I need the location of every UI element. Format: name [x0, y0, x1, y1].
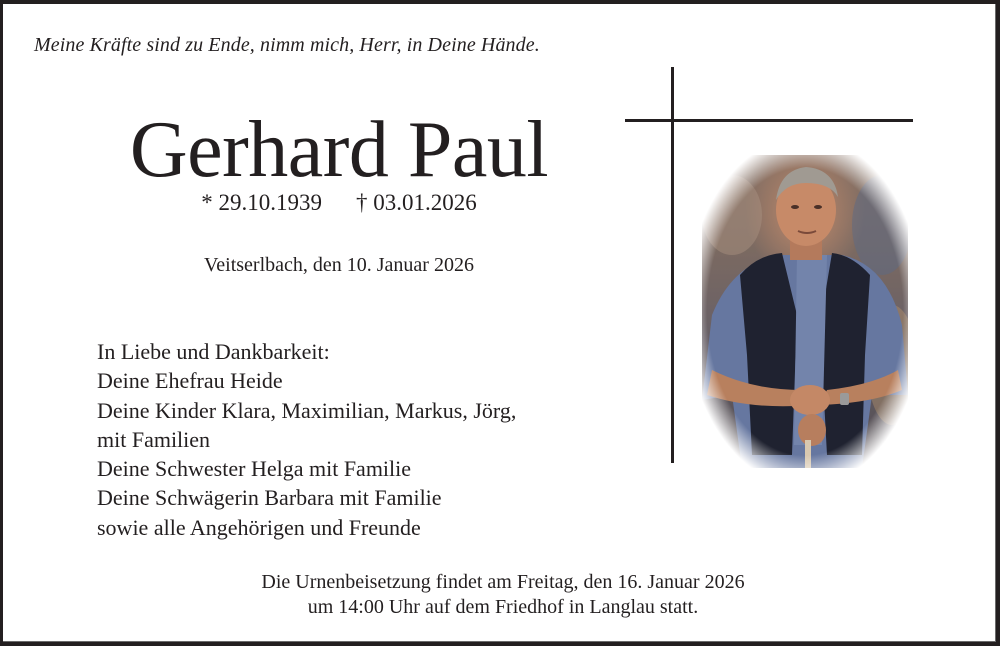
- mourner-line: Deine Kinder Klara, Maximilian, Markus, Jörg,: [97, 397, 517, 423]
- mourner-line: sowie alle Angehörigen und Freunde: [97, 514, 421, 540]
- funeral-line-2: um 14:00 Uhr auf dem Friedhof in Langlau statt.: [307, 596, 699, 618]
- mourners-list: [97, 337, 516, 542]
- mourner-line: Deine Schwester Helga mit Familie: [97, 456, 412, 482]
- life-dates: [3, 190, 675, 216]
- mourner-line: mit Familien: [97, 426, 211, 452]
- bible-verse: Meine Kräfte sind zu Ende, nimm mich, Herr, in Deine Hände.: [34, 34, 540, 56]
- cross-icon-horizontal-bar: [625, 119, 913, 122]
- cross-icon-vertical-bar: [671, 67, 674, 463]
- portrait-illustration: [702, 155, 908, 468]
- deceased-name: Gerhard Paul: [129, 106, 549, 194]
- mourner-line: Deine Ehefrau Heide: [97, 368, 283, 394]
- death-date: † 03.01.2026: [356, 190, 477, 215]
- mourner-line: Deine Schwägerin Barbara mit Familie: [97, 485, 442, 511]
- funeral-line-1: Die Urnenbeisetzung findet am Freitag, den 16. Januar 2026: [261, 571, 745, 593]
- funeral-details: [3, 570, 1000, 620]
- birth-date: * 29.10.1939: [201, 190, 322, 215]
- mourners-heading: In Liebe und Dankbarkeit:: [97, 339, 330, 364]
- place-and-date: Veitserlbach, den 10. Januar 2026: [204, 254, 474, 276]
- portrait-photo: [702, 155, 908, 468]
